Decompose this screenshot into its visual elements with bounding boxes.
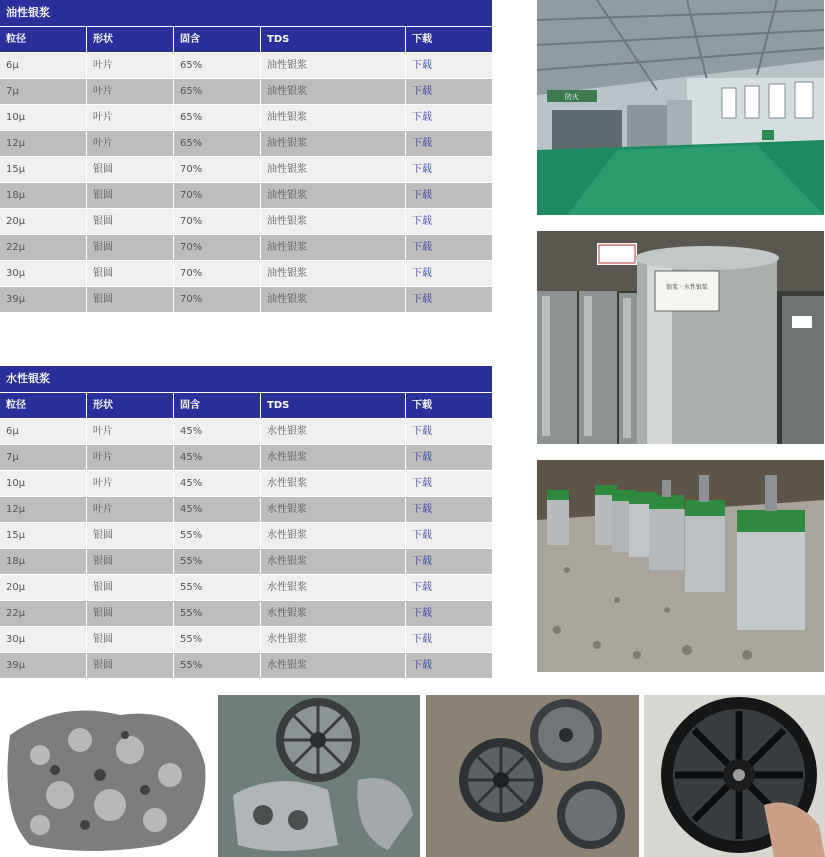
solid-content-cell: 65% (174, 79, 261, 104)
solid-content-cell: 70% (174, 183, 261, 208)
shape-cell: 叶片 (87, 445, 174, 470)
download-link[interactable]: 下载 (412, 216, 432, 227)
tds-cell: 水性银浆 (261, 575, 406, 600)
tds-cell: 油性银浆 (261, 131, 406, 156)
solid-content-cell: 45% (174, 445, 261, 470)
shape-cell: 银圆 (87, 183, 174, 208)
download-link[interactable]: 下载 (412, 478, 432, 489)
solid-content-cell: 45% (174, 419, 261, 444)
silver-flakes-photo (0, 695, 213, 857)
download-link[interactable]: 下载 (412, 426, 432, 437)
download-link[interactable]: 下载 (412, 582, 432, 593)
particle-size-cell: 15μ (0, 523, 87, 548)
table-row (0, 234, 492, 260)
particle-size-cell: 15μ (0, 157, 87, 182)
tds-cell: 油性银浆 (261, 79, 406, 104)
shape-cell: 叶片 (87, 131, 174, 156)
header-tds: TDS (261, 393, 406, 418)
download-link[interactable]: 下载 (412, 660, 432, 671)
table-row (0, 208, 492, 234)
table-row (0, 156, 492, 182)
particle-size-cell: 7μ (0, 79, 87, 104)
download-link[interactable]: 下载 (412, 138, 432, 149)
table-row (0, 260, 492, 286)
table-row (0, 78, 492, 104)
paint-buckets-photo (537, 231, 824, 444)
water-silver-paste-table (0, 366, 492, 678)
tds-cell: 油性银浆 (261, 53, 406, 78)
particle-size-cell: 12μ (0, 497, 87, 522)
tds-cell: 油性银浆 (261, 209, 406, 234)
particle-size-cell: 6μ (0, 419, 87, 444)
solid-content-cell: 70% (174, 157, 261, 182)
tds-cell: 油性银浆 (261, 261, 406, 286)
download-link[interactable]: 下载 (412, 294, 432, 305)
factory-floor-photo (537, 0, 824, 215)
solid-content-cell: 55% (174, 549, 261, 574)
tds-cell: 水性银浆 (261, 471, 406, 496)
bucket-label-text: 银浆 · 水性银浆 (666, 284, 708, 291)
download-link[interactable]: 下载 (412, 504, 432, 515)
table-row (0, 652, 492, 678)
table-row (0, 286, 492, 312)
particle-size-cell: 18μ (0, 183, 87, 208)
particle-size-cell: 12μ (0, 131, 87, 156)
tds-cell: 油性银浆 (261, 157, 406, 182)
oil-table-title: 油性银浆 (0, 0, 492, 26)
solid-content-cell: 55% (174, 653, 261, 678)
tds-cell: 水性银浆 (261, 627, 406, 652)
header-download: 下载 (412, 400, 432, 411)
solid-content-cell: 65% (174, 53, 261, 78)
solid-content-cell: 55% (174, 627, 261, 652)
water-table-title: 水性银浆 (0, 366, 492, 392)
black-wheel-photo (644, 695, 825, 857)
particle-size-cell: 7μ (0, 445, 87, 470)
wheel-rims-photo-2 (426, 695, 639, 857)
oil-table-header-row (0, 26, 492, 52)
table-row (0, 130, 492, 156)
shape-cell: 叶片 (87, 79, 174, 104)
shape-cell: 银圆 (87, 601, 174, 626)
download-link[interactable]: 下载 (412, 634, 432, 645)
header-tds: TDS (261, 27, 406, 52)
shape-cell: 叶片 (87, 497, 174, 522)
tds-cell: 油性银浆 (261, 105, 406, 130)
download-link[interactable]: 下载 (412, 608, 432, 619)
solid-content-cell: 70% (174, 287, 261, 312)
particle-size-cell: 39μ (0, 653, 87, 678)
tds-cell: 水性银浆 (261, 523, 406, 548)
shape-cell: 叶片 (87, 471, 174, 496)
table-row (0, 522, 492, 548)
solid-content-cell: 70% (174, 235, 261, 260)
table-row (0, 626, 492, 652)
download-link[interactable]: 下载 (412, 86, 432, 97)
tds-cell: 水性银浆 (261, 497, 406, 522)
download-link[interactable]: 下载 (412, 164, 432, 175)
table-row (0, 104, 492, 130)
header-particle-size: 粒径 (0, 393, 87, 418)
particle-size-cell: 18μ (0, 549, 87, 574)
solid-content-cell: 70% (174, 209, 261, 234)
solid-content-cell: 55% (174, 601, 261, 626)
table-row (0, 52, 492, 78)
header-solid-content: 固含 (174, 393, 261, 418)
solid-content-cell: 45% (174, 471, 261, 496)
oil-silver-paste-table (0, 0, 492, 312)
download-link[interactable]: 下载 (412, 530, 432, 541)
particle-size-cell: 22μ (0, 235, 87, 260)
particle-size-cell: 30μ (0, 261, 87, 286)
solid-content-cell: 70% (174, 261, 261, 286)
header-solid-content: 固含 (174, 27, 261, 52)
tds-cell: 水性银浆 (261, 419, 406, 444)
download-link[interactable]: 下载 (412, 452, 432, 463)
shape-cell: 银圆 (87, 157, 174, 182)
factory-sign-text: 防火 (565, 93, 579, 101)
solid-content-cell: 45% (174, 497, 261, 522)
particle-size-cell: 6μ (0, 53, 87, 78)
shape-cell: 银圆 (87, 235, 174, 260)
shape-cell: 银圆 (87, 261, 174, 286)
shape-cell: 银圆 (87, 523, 174, 548)
solid-content-cell: 55% (174, 523, 261, 548)
solid-content-cell: 55% (174, 575, 261, 600)
download-link[interactable]: 下载 (412, 268, 432, 279)
coated-rods-photo (537, 460, 824, 672)
header-shape: 形状 (87, 27, 174, 52)
particle-size-cell: 39μ (0, 287, 87, 312)
tds-cell: 油性银浆 (261, 235, 406, 260)
download-link[interactable]: 下载 (412, 112, 432, 123)
shape-cell: 叶片 (87, 105, 174, 130)
solid-content-cell: 65% (174, 131, 261, 156)
tds-cell: 油性银浆 (261, 287, 406, 312)
header-download: 下载 (412, 34, 432, 45)
header-shape: 形状 (87, 393, 174, 418)
shape-cell: 叶片 (87, 419, 174, 444)
table-row (0, 418, 492, 444)
water-table-header-row (0, 392, 492, 418)
particle-size-cell: 20μ (0, 575, 87, 600)
table-row (0, 496, 492, 522)
tds-cell: 水性银浆 (261, 601, 406, 626)
wheel-rims-photo-1 (218, 695, 420, 857)
shape-cell: 银圆 (87, 653, 174, 678)
particle-size-cell: 20μ (0, 209, 87, 234)
shape-cell: 银圆 (87, 287, 174, 312)
shape-cell: 银圆 (87, 549, 174, 574)
particle-size-cell: 10μ (0, 105, 87, 130)
table-row (0, 470, 492, 496)
table-row (0, 182, 492, 208)
tds-cell: 水性银浆 (261, 653, 406, 678)
table-row (0, 574, 492, 600)
download-link[interactable]: 下载 (412, 556, 432, 567)
particle-size-cell: 30μ (0, 627, 87, 652)
shape-cell: 叶片 (87, 53, 174, 78)
download-link[interactable]: 下载 (412, 60, 432, 71)
table-row (0, 548, 492, 574)
shape-cell: 银圆 (87, 209, 174, 234)
table-row (0, 600, 492, 626)
download-link[interactable]: 下载 (412, 190, 432, 201)
shape-cell: 银圆 (87, 575, 174, 600)
download-link[interactable]: 下载 (412, 242, 432, 253)
particle-size-cell: 22μ (0, 601, 87, 626)
tds-cell: 油性银浆 (261, 183, 406, 208)
tds-cell: 水性银浆 (261, 445, 406, 470)
solid-content-cell: 65% (174, 105, 261, 130)
particle-size-cell: 10μ (0, 471, 87, 496)
table-row (0, 444, 492, 470)
header-particle-size: 粒径 (0, 27, 87, 52)
shape-cell: 银圆 (87, 627, 174, 652)
tds-cell: 水性银浆 (261, 549, 406, 574)
